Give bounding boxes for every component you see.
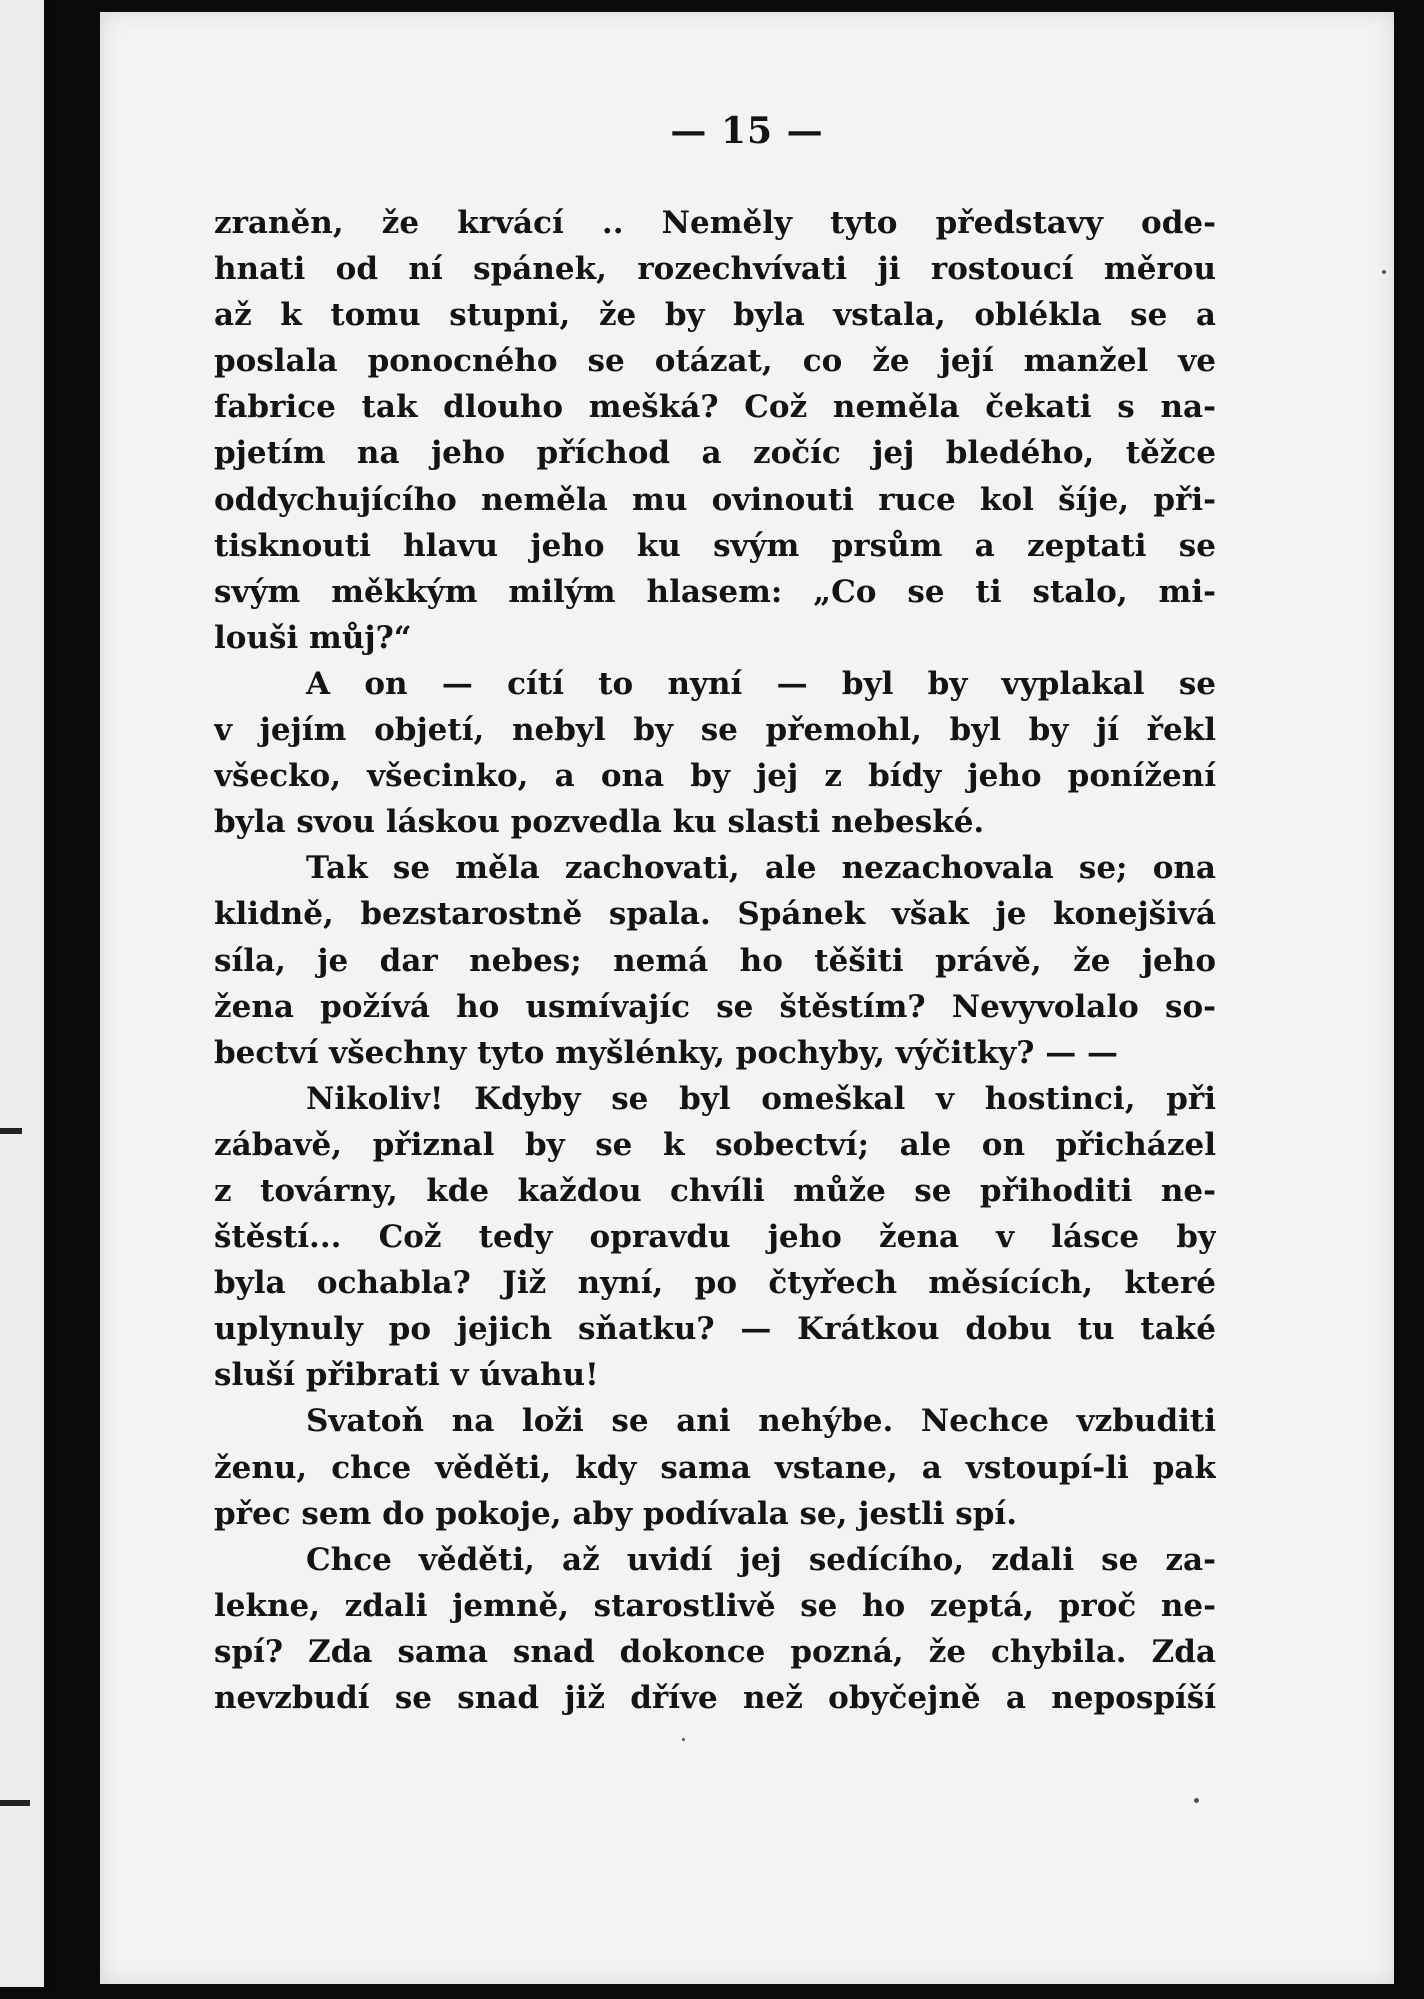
- scan-mark: [0, 1800, 30, 1806]
- text-line: lekne, zdali jemně, starostlivě se ho zeptá, proč ne-: [214, 1587, 1216, 1624]
- paragraph: [214, 1398, 1216, 1536]
- text-line: svým měkkým milým hlasem: „Co se ti stalo, mi-: [214, 573, 1216, 610]
- text-line: bectví všechny tyto myšlénky, pochyby, výčitky? — —: [214, 1034, 1118, 1071]
- text-line: Chce věděti, až uvidí jej sedícího, zdali se za-: [306, 1541, 1216, 1578]
- text-line: fabrice tak dlouho mešká? Což neměla čekati s na-: [214, 389, 1216, 426]
- text-line: byla svou láskou pozvedla ku slasti nebeské.: [214, 804, 985, 841]
- scan-margin-bottom: [0, 1987, 1424, 1999]
- text-line: z továrny, kde každou chvíli může se přihoditi ne-: [214, 1172, 1216, 1209]
- text-line: Svatoň na loži se ani nehýbe. Nechce vzbuditi: [306, 1403, 1216, 1440]
- text-line: oddychujícího neměla mu ovinouti ruce kol šíje, při-: [214, 481, 1216, 518]
- text-line: spí? Zda sama snad dokonce pozná, že chybila. Zda: [214, 1633, 1216, 1670]
- book-page: [100, 12, 1394, 1984]
- paragraph: [214, 1076, 1216, 1399]
- page-body-text: [214, 200, 1216, 1721]
- text-line: štěstí... Což tedy opravdu jeho žena v lásce by: [214, 1219, 1216, 1256]
- text-line: všecko, všecinko, a ona by jej z bídy jeho ponížení: [214, 758, 1216, 795]
- text-line: tisknouti hlavu jeho ku svým prsům a zeptati se: [214, 527, 1216, 564]
- text-line: zábavě, přiznal by se k sobectví; ale on přicházel: [214, 1126, 1216, 1163]
- text-line: Nikoliv! Kdyby se byl omeškal v hostinci, při: [306, 1080, 1216, 1117]
- scan-mark: [0, 1128, 22, 1134]
- text-line: přec sem do pokoje, aby podívala se, jestli spí.: [214, 1495, 1017, 1532]
- text-line: klidně, bezstarostně spala. Spánek však je konejšivá: [214, 896, 1216, 933]
- text-line: žena požívá ho usmívajíc se štěstím? Nevyvolalo so-: [214, 988, 1216, 1025]
- paragraph: [214, 661, 1216, 845]
- text-line: ženu, chce věděti, kdy sama vstane, a vstoupí-li pak: [214, 1449, 1216, 1486]
- text-line: uplynuly po jejich sňatku? — Krátkou dobu tu také: [214, 1311, 1216, 1348]
- paragraph: [214, 845, 1216, 1075]
- text-line: A on — cítí to nyní — byl by vyplakal se: [306, 665, 1216, 702]
- scan-margin-left: [0, 0, 56, 1999]
- text-line: louši můj?“: [214, 619, 412, 656]
- text-line: v jejím objetí, nebyl by se přemohl, byl by jí řekl: [214, 712, 1216, 749]
- text-line: byla ochabla? Již nyní, po čtyřech měsících, které: [214, 1265, 1216, 1302]
- text-line: až k tomu stupni, že by byla vstala, oblékla se a: [214, 297, 1216, 334]
- paper-speck: [1382, 270, 1386, 274]
- paper-speck: [1194, 1798, 1199, 1803]
- text-line: síla, je dar nebes; nemá ho těšiti právě, že jeho: [214, 942, 1216, 979]
- text-line: poslala ponocného se otázat, co že její manžel ve: [214, 343, 1216, 380]
- paragraph: [214, 200, 1216, 661]
- page-number: — 15 —: [670, 110, 824, 152]
- paper-speck: [682, 1738, 685, 1741]
- text-line: nevzbudí se snad již dříve než obyčejně a nepospíší: [214, 1680, 1216, 1716]
- text-line: pjetím na jeho příchod a zočíc jej bledého, těžce: [214, 435, 1216, 472]
- text-line: sluší přibrati v úvahu!: [214, 1357, 599, 1394]
- text-line: Tak se měla zachovati, ale nezachovala se; ona: [306, 850, 1216, 887]
- paragraph: [214, 1537, 1216, 1721]
- text-line: hnati od ní spánek, rozechvívati ji rostoucí měrou: [214, 251, 1216, 288]
- text-line: zraněn, že krvácí .. Neměly tyto představy ode-: [214, 205, 1216, 241]
